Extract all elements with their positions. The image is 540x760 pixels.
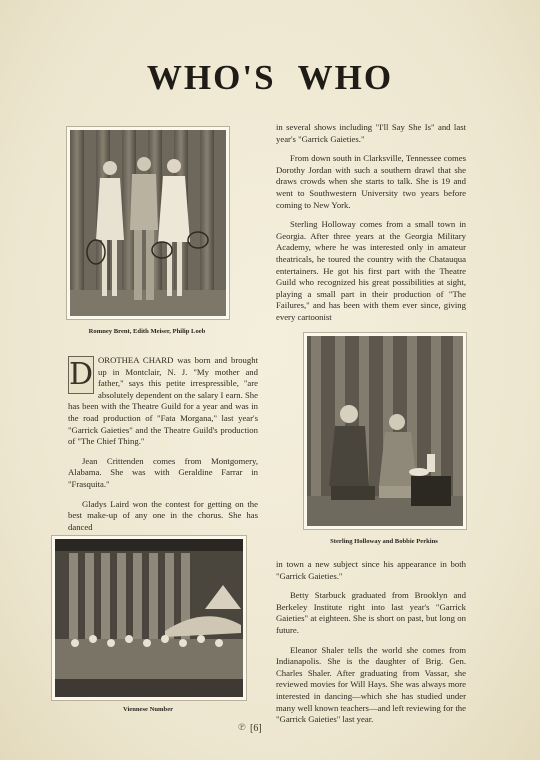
paragraph: Sterling Holloway comes from a small town in Georgia. After three years at the Georgia Military Academy, where he was interested only in amateur theatricals, he toured the country with the Chatauqua entertainers. He got his first part with the Theatre Guild who recognized his great possibilities at sight, playing a small part in their production of "The Failures," and has been with them ever since, giving every cartoonist (276, 219, 466, 322)
folio-ornament-icon: ℗ (238, 722, 246, 733)
photo-tennis-trio (66, 126, 230, 320)
page-number: [6] (250, 723, 262, 734)
paragraph (68, 355, 258, 448)
paragraph: Betty Starbuck graduated from Brooklyn and Berkeley Institute right into last year's "Garrick Gaieties" at eighteen. She is short on past, but long on future. (276, 590, 466, 635)
paragraph: in several shows including "I'll Say She Is" and last year's "Garrick Gaieties." (276, 122, 466, 144)
photo-image (70, 130, 226, 316)
photo-caption: Viennese Number (122, 706, 174, 713)
right-column-top (276, 122, 466, 332)
photo-caption: Sterling Holloway and Bobbie Perkins (330, 538, 438, 545)
photo-image (307, 336, 463, 526)
right-column-bottom (276, 559, 466, 734)
photo-caption: Romney Brent, Edith Meiser, Philip Loeb (88, 328, 206, 335)
paragraph: Gladys Laird won the contest for getting on the best make-up of any one in the chorus. She has danced (68, 498, 258, 532)
photo-image (55, 539, 243, 697)
paragraph-text: OROTHEA CHARD was born and brought up in Montclair, N. J. "My mother and father," says this petite irrespressible, "are absolutely dependent on the salary I earn. She has been with the Theatre Guild for a year and was in the road production of "Fata Morgana," last year's "Garrick Gaieties" and the Theatre Guild's production of "The Chief Thing." (68, 355, 258, 447)
paragraph: From down south in Clarksville, Tennessee comes Dorothy Jordan with such a southern drawl that she draws crowds when she starts to talk. She is 19 and went to Southwestern University two years before coming to New York. (276, 153, 466, 210)
photo-viennese-number (51, 535, 247, 701)
paragraph: Eleanor Shaler tells the world she comes from Indianapolis. She is the daughter of Brig. Gen. Charles Shaler. After graduating from Vassar, she reviewed movies for Will Hays. She was always more interested in dancing—which she has studied under many well known teachers—and left reviewing for the "Garrick Gaieties" last year. (276, 644, 466, 725)
paragraph: Jean Crittenden comes from Montgomery, Alabama. She was with Geraldine Farrar in "Frasquita." (68, 455, 258, 489)
left-column (68, 355, 258, 541)
photo-holloway-perkins (303, 332, 467, 530)
dropcap-initial: D (69, 357, 94, 392)
page-title: WHO'S WHO (146, 58, 394, 97)
paragraph: in town a new subject since his appearance in both "Garrick Gaieties." (276, 559, 466, 581)
